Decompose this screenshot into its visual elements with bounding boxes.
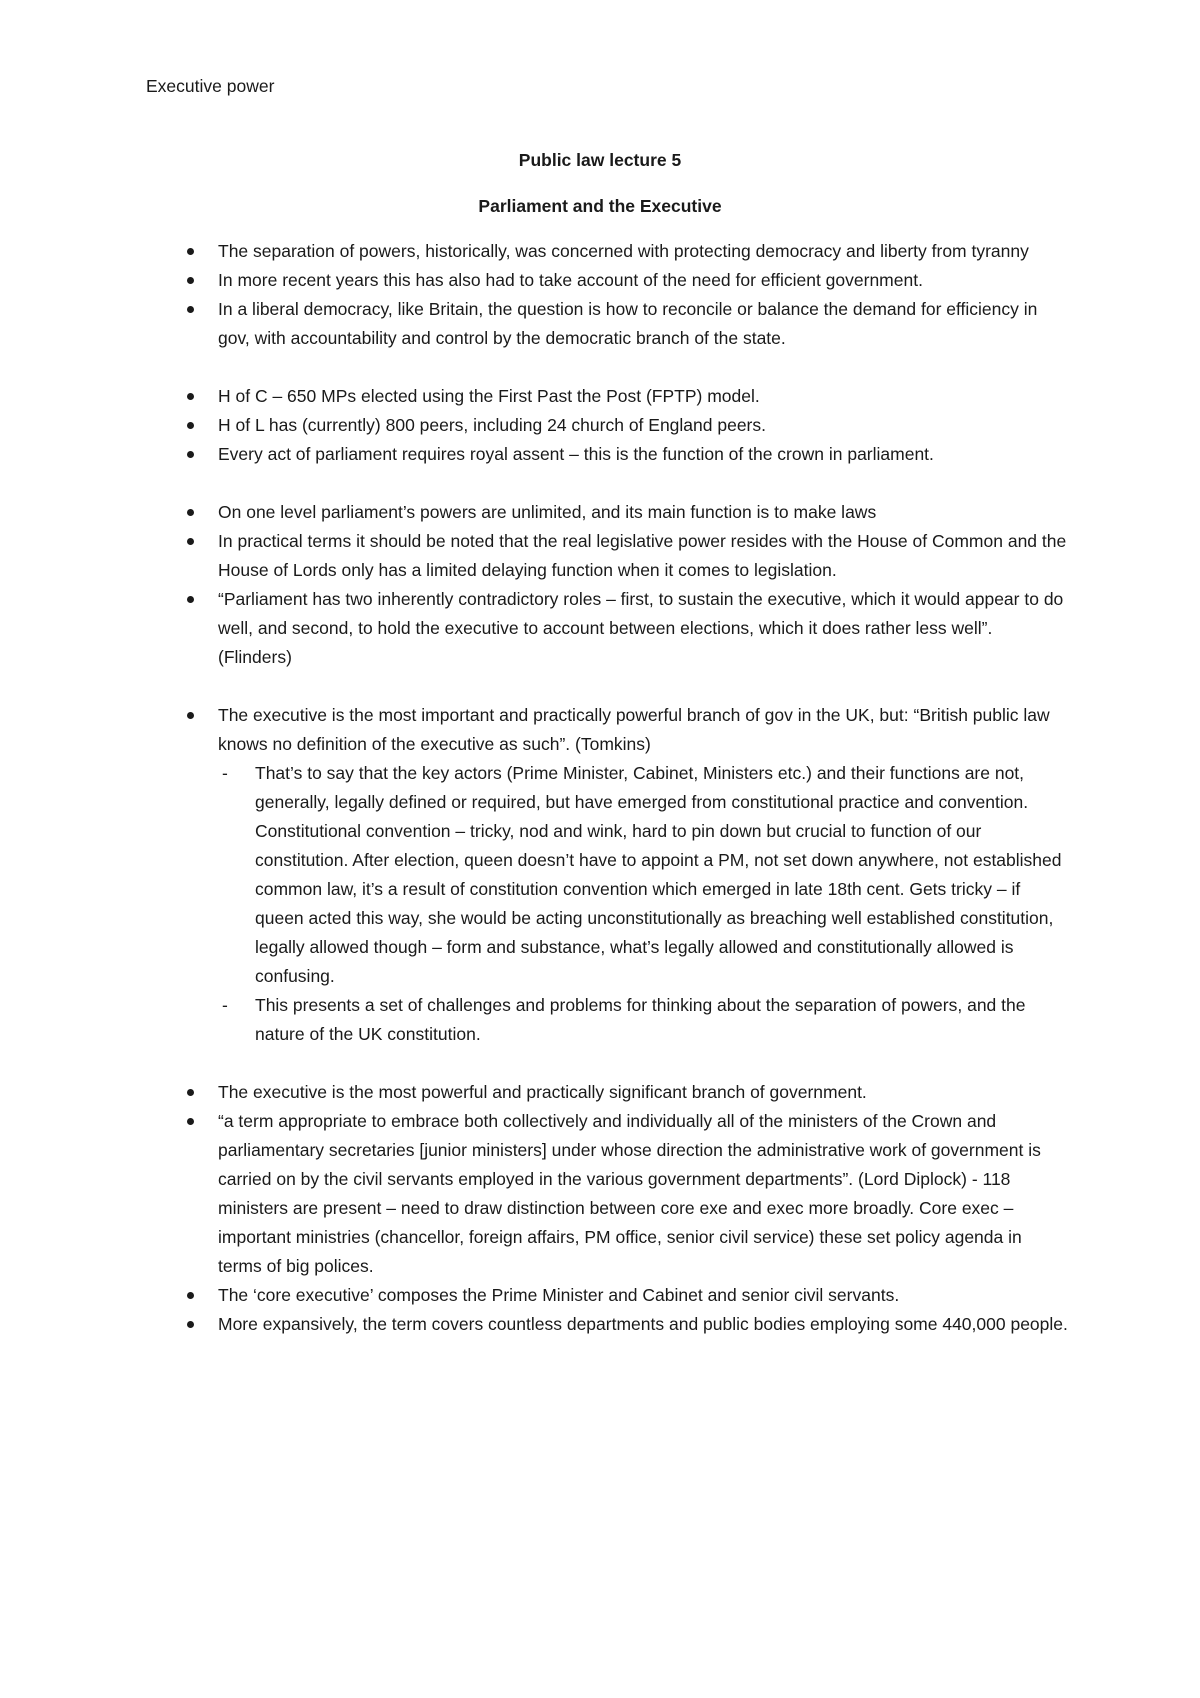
document-body — [146, 237, 1068, 1339]
bullet-item: The ‘core executive’ composes the Prime Minister and Cabinet and senior civil servants. — [146, 1281, 1068, 1310]
bullet-item: The separation of powers, historically, was concerned with protecting democracy and liberty from tyranny — [146, 237, 1068, 266]
sub-list — [218, 759, 1068, 1049]
bullet-item: The executive is the most powerful and practically significant branch of government. — [146, 1078, 1068, 1107]
sub-item: - That’s to say that the key actors (Prime Minister, Cabinet, Ministers etc.) and their functions are not, generally, legally defined or required, but have emerged from constitutional practice and convention. Constitutional convention – tricky, nod and wink, hard to pin down but crucial to function of our constitution. After election, queen doesn’t have to appoint a PM, not set down anywhere, not established common law, it’s a result of constitution convention which emerged in late 18th cent. Gets tricky – if queen acted this way, she would be acting unconstitutionally as breaching well established constitution, legally allowed though – form and substance, what’s legally allowed and constitutionally allowed is confusing. — [218, 759, 1068, 991]
bullet-list-parliament — [146, 382, 1068, 469]
bullet-item: “Parliament has two inherently contradictory roles – first, to sustain the executive, which it would appear to do well, and second, to hold the executive to account between elections, which it does rather less well”. (Flinders) — [146, 585, 1068, 672]
bullet-item: In more recent years this has also had to take account of the need for efficient government. — [146, 266, 1068, 295]
bullet-list-intro — [146, 237, 1068, 353]
lecture-title: Public law lecture 5 — [518, 150, 682, 170]
bullet-item: Every act of parliament requires royal assent – this is the function of the crown in parliament. — [146, 440, 1068, 469]
bullet-item: On one level parliament’s powers are unlimited, and its main function is to make laws — [146, 498, 1068, 527]
section-title: Parliament and the Executive — [478, 196, 722, 216]
bullet-item — [146, 701, 1068, 1049]
sub-item: - This presents a set of challenges and problems for thinking about the separation of powers, and the nature of the UK constitution. — [218, 991, 1068, 1049]
bullet-item: H of C – 650 MPs elected using the First Past the Post (FPTP) model. — [146, 382, 1068, 411]
bullet-item: More expansively, the term covers countless departments and public bodies employing some 440,000 people. — [146, 1310, 1068, 1339]
bullet-item: “a term appropriate to embrace both collectively and individually all of the ministers of the Crown and parliamentary secretaries [junior ministers] under whose direction the administrative work of government is carried on by the civil servants employed in the various government departments”. (Lord Diplock) - 118 ministers are present – need to draw distinction between core exe and exec more broadly. Core exec – important ministries (chancellor, foreign affairs, PM office, senior civil service) these set policy agenda in terms of big polices. — [146, 1107, 1068, 1281]
bullet-item: In practical terms it should be noted that the real legislative power resides with the House of Common and the House of Lords only has a limited delaying function when it comes to legislation. — [146, 527, 1068, 585]
bullet-list-powers — [146, 498, 1068, 672]
page-header: Executive power — [146, 76, 275, 96]
bullet-item: In a liberal democracy, like Britain, the question is how to reconcile or balance the demand for efficiency in gov, with accountability and control by the democratic branch of the state. — [146, 295, 1068, 353]
bullet-text: The executive is the most important and practically powerful branch of gov in the UK, but: “British public law knows no definition of the executive as such”. (Tomkins) — [218, 705, 1050, 754]
bullet-item: H of L has (currently) 800 peers, including 24 church of England peers. — [146, 411, 1068, 440]
bullet-list-executive — [146, 701, 1068, 1049]
bullet-list-core-executive — [146, 1078, 1068, 1339]
